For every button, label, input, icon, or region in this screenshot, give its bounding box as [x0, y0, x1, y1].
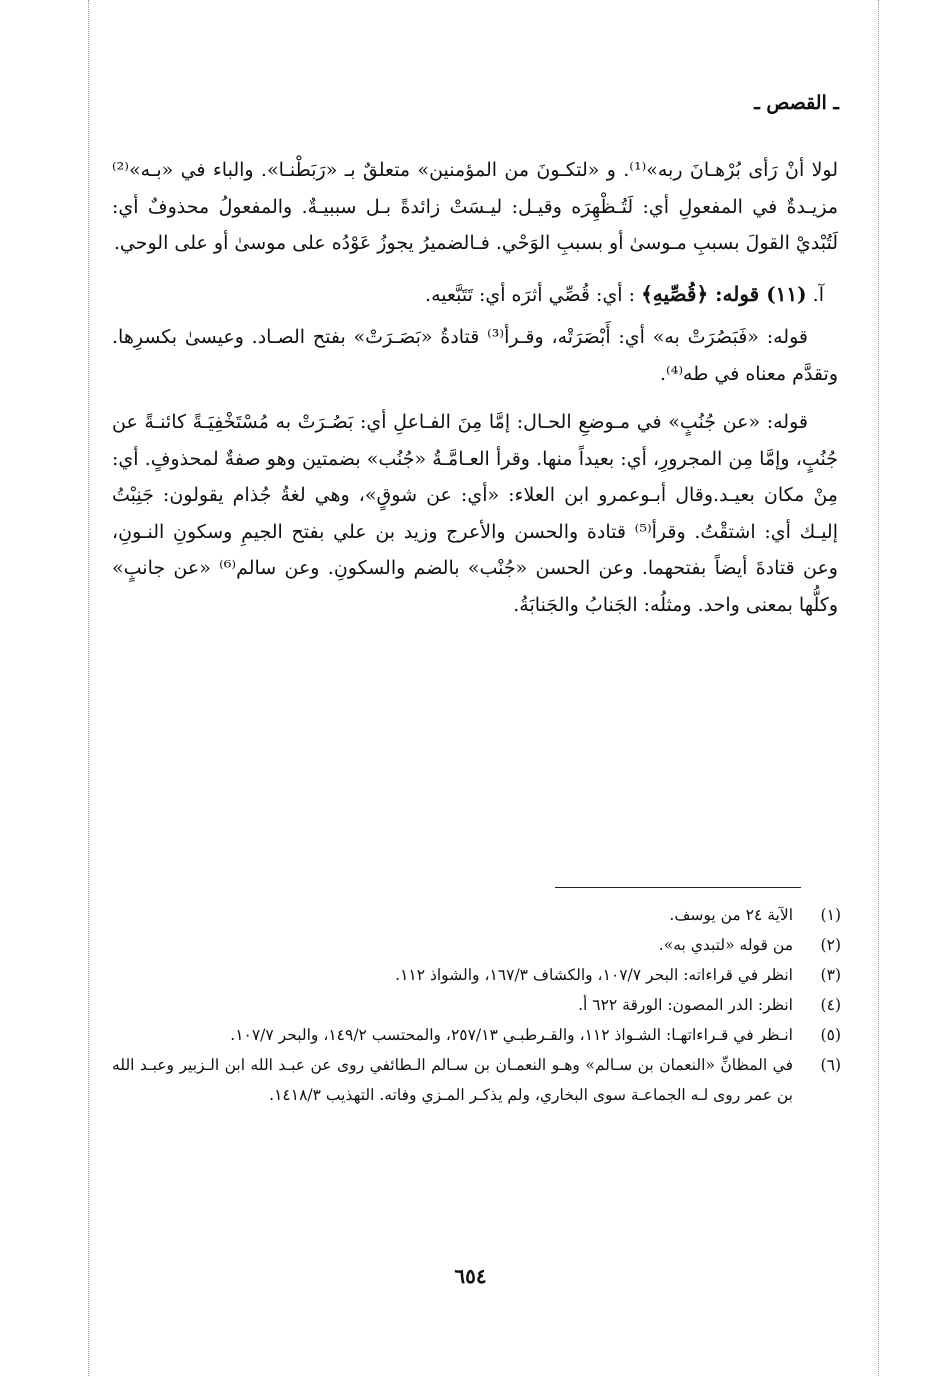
- page-number: ٦٥٤: [454, 1264, 487, 1288]
- footnote: [112, 990, 841, 1020]
- footnote-number: (٣): [820, 966, 841, 984]
- footnote: [112, 930, 841, 960]
- footnotes: [112, 900, 841, 1110]
- verse-prefix: آ.: [812, 283, 824, 306]
- paragraph-1: لولا أنْ رَأى بُرْهـانَ ربه»⁽¹⁾. و «لتكـونَ من المؤمنين» متعلقٌ بـ «رَبَطْنـا». والباء في «بـه»⁽²⁾ مزيـدةٌ في المفعولِ أي: لَتُـظْهِرَه وقيـل: ليـسَتْ زائدةً بـل سببيـةٌ. والمفعولُ محذوفٌ أي: لَتُبْديْ القولَ بسببِ مـوسىٰ أو بسببِ الوَحْي. فـالضميرُ يجوزُ عَوْدُه على موسىٰ أو على الوحي.: [112, 159, 839, 254]
- footnote: [112, 1050, 841, 1110]
- footnote-text: من قوله «لتبدي به».: [658, 936, 793, 954]
- footnote-number: (٦): [820, 1056, 841, 1074]
- footnote-text: الآية ٢٤ من يوسف.: [669, 906, 793, 924]
- footnote-text: في المظانِّ «النعمان بن سـالم» وهـو النعمـان بن سـالم الـطائفي روى عن عبـد الله ابن الـزبير وعبـد الله بن عمر روى لـه الجماعـة سوى البخاري، ولم يذكـر المـزي وفاته. التهذيب ١٤١٨/٣.: [112, 1056, 793, 1104]
- paragraph-3: قوله: «عن جُنُبٍ» في مـوضعِ الحـال: إمَّا مِنَ الفـاعلِ أي: بَصُـرَتْ به مُسْتَخْفِيَـةً كائنـةً عن جُنُبٍ، وإمَّا مِن المجرورِ، أي: بعيداً منها. وقرأ العـامَّـةُ «جُنُب» بضمتين وهو صفةٌ لمحذوفٍ. أي: مِنْ مكان بعيـد.وقال أبـوعمرو ابن العلاء: «أي: عن شوقٍ»، وهي لغةُ جُذام يقولون: جَنِبْتُ إليـك أي: اشتقْتُ. وقرأ⁽⁵⁾ قتادة والحسن والأعرج وزيد بن علي بفتح الجيمِ وسكونِ النـونِ، وعن قتادةَ أيضاً بفتحهما. وعن الحسن «جُنْب» بالضم والسكونِ. وعن سالم⁽⁶⁾ «عن جانبٍ» وكلُّها بمعنى واحد. ومثلُه: الجَنابُ والجَنابَةُ.: [112, 411, 838, 616]
- footnote-number: (١): [820, 906, 841, 924]
- footnote: [112, 900, 841, 930]
- running-header: ـ القصص ـ: [754, 92, 839, 114]
- footnote: [112, 1020, 841, 1050]
- paragraph-2: قوله: «فَبَصُرَتْ به» أي: أَبْصَرَتْه، وقـرأ⁽³⁾ قتادةُ «بَصَـرَتْ» بفتح الصـاد. وعيسىٰ بكسرِها. وتقدَّم معناه في طه⁽⁴⁾.: [112, 326, 838, 385]
- verse-gloss: : أي: قُصِّي أثرَه أي: تَتَبَّعيه.: [425, 283, 636, 306]
- verse-reference: (١١) قوله: ﴿قُصِّيهِ﴾: [641, 281, 807, 306]
- verse-line: [112, 276, 838, 314]
- footnote-separator: [555, 887, 801, 888]
- footnote-text: انظر في قراءاته: البحر ١٠٧/٧، والكشاف ١٦٧/٣، والشواذ ١١٢.: [395, 966, 793, 984]
- footnote-text: انظر: الدر المصون: الورقة ٦٢٢ أ.: [578, 996, 793, 1014]
- footnote-text: انـظر في قـراءاتهـا: الشـواذ ١١٢، والقـرطبـي ٢٥٧/١٣، والمحتسب ١٤٩/٢، والبحر ١٠٧/٧.: [230, 1026, 793, 1044]
- main-text: [112, 152, 838, 623]
- footnote: [112, 960, 841, 990]
- fold-line-left: [88, 0, 89, 1376]
- footnote-number: (٤): [820, 996, 841, 1014]
- footnote-number: (٥): [820, 1026, 841, 1044]
- footnote-number: (٢): [820, 936, 841, 954]
- fold-line-right: [878, 0, 879, 1376]
